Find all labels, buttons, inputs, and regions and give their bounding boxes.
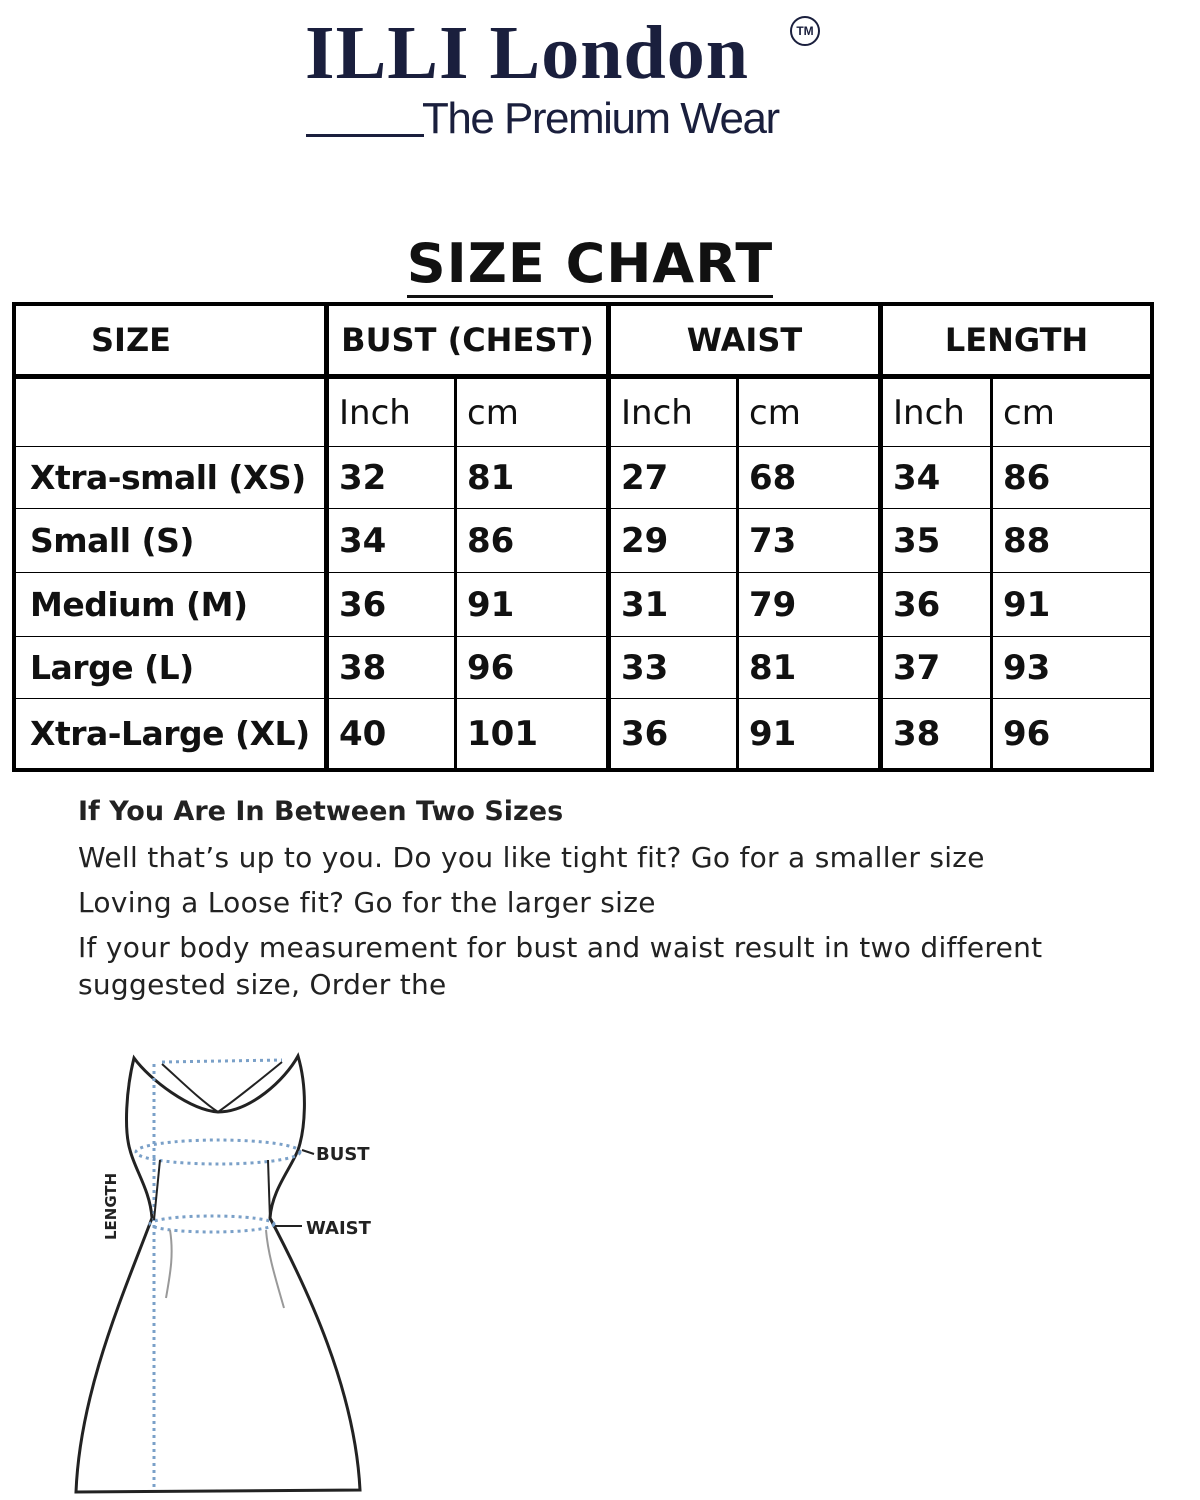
bust-inch-value: 38 bbox=[339, 647, 387, 688]
notes-line: Loving a Loose fit? Go for the larger size bbox=[78, 886, 656, 919]
bust-inch-value: 40 bbox=[339, 713, 387, 754]
waist-inch-value: 31 bbox=[621, 584, 669, 625]
length-inch-value: 34 bbox=[893, 457, 941, 498]
unit-bust-cm: cm bbox=[467, 392, 519, 433]
waist-cm-value: 79 bbox=[749, 584, 797, 625]
fit-notes bbox=[78, 796, 1198, 1013]
size-label: Xtra-Large (XL) bbox=[30, 714, 310, 753]
bust-label: BUST bbox=[316, 1144, 370, 1165]
length-cm-value: 86 bbox=[1003, 457, 1051, 498]
size-label: Xtra-small (XS) bbox=[30, 458, 306, 497]
notes-heading: If You Are In Between Two Sizes bbox=[78, 796, 564, 827]
tagline-rule bbox=[306, 134, 424, 137]
size-label: Medium (M) bbox=[30, 585, 248, 624]
bust-cm-value: 86 bbox=[467, 520, 515, 561]
bust-cm-value: 81 bbox=[467, 457, 515, 498]
length-inch-value: 38 bbox=[893, 713, 941, 754]
unit-waist-inch: Inch bbox=[621, 392, 693, 433]
waist-cm-value: 91 bbox=[749, 713, 797, 754]
bust-inch-value: 32 bbox=[339, 457, 387, 498]
notes-line: suggested size, Order the bbox=[78, 968, 447, 1001]
header-size: SIZE bbox=[90, 321, 171, 359]
brand-tagline: The Premium Wear bbox=[422, 94, 779, 143]
waist-cm-value: 68 bbox=[749, 457, 797, 498]
bust-inch-value: 36 bbox=[339, 584, 387, 625]
bust-cm-value: 91 bbox=[467, 584, 515, 625]
bust-cm-value: 101 bbox=[467, 713, 538, 754]
shoulder-measure-line bbox=[162, 1060, 282, 1062]
waist-inch-value: 36 bbox=[621, 713, 669, 754]
dress-outline bbox=[76, 1056, 360, 1492]
bust-inch-value: 34 bbox=[339, 520, 387, 561]
trademark-symbol: TM bbox=[790, 16, 820, 46]
notes-line: Well that’s up to you. Do you like tight fit? Go for a smaller size bbox=[78, 841, 985, 874]
dress-measurement-diagram bbox=[70, 1040, 410, 1500]
length-cm-value: 93 bbox=[1003, 647, 1051, 688]
notes-line: If your body measurement for bust and waist result in two different bbox=[78, 931, 1043, 964]
waist-cm-value: 81 bbox=[749, 647, 797, 688]
bust-cm-value: 96 bbox=[467, 647, 515, 688]
unit-length-cm: cm bbox=[1003, 392, 1055, 433]
unit-bust-inch: Inch bbox=[339, 392, 411, 433]
waist-inch-value: 29 bbox=[621, 520, 669, 561]
length-inch-value: 35 bbox=[893, 520, 941, 561]
bust-pointer bbox=[302, 1150, 314, 1154]
header-length: LENGTH bbox=[944, 321, 1089, 359]
length-inch-value: 37 bbox=[893, 647, 941, 688]
length-cm-value: 96 bbox=[1003, 713, 1051, 754]
header-bust: BUST (CHEST) bbox=[341, 321, 594, 359]
size-label: Large (L) bbox=[30, 648, 194, 687]
length-label: LENGTH bbox=[102, 1172, 120, 1240]
waist-cm-value: 73 bbox=[749, 520, 797, 561]
brand-name: ILLI London bbox=[305, 11, 750, 95]
length-cm-value: 91 bbox=[1003, 584, 1051, 625]
header-waist: WAIST bbox=[686, 321, 803, 359]
waist-inch-value: 33 bbox=[621, 647, 669, 688]
brand-header bbox=[300, 10, 860, 150]
unit-length-inch: Inch bbox=[893, 392, 965, 433]
unit-waist-cm: cm bbox=[749, 392, 801, 433]
size-label: Small (S) bbox=[30, 521, 194, 560]
waist-label: WAIST bbox=[306, 1218, 371, 1239]
size-chart-title: SIZE CHART bbox=[0, 232, 1180, 295]
size-chart-table bbox=[12, 302, 1154, 772]
length-cm-value: 88 bbox=[1003, 520, 1051, 561]
waist-inch-value: 27 bbox=[621, 457, 669, 498]
length-inch-value: 36 bbox=[893, 584, 941, 625]
